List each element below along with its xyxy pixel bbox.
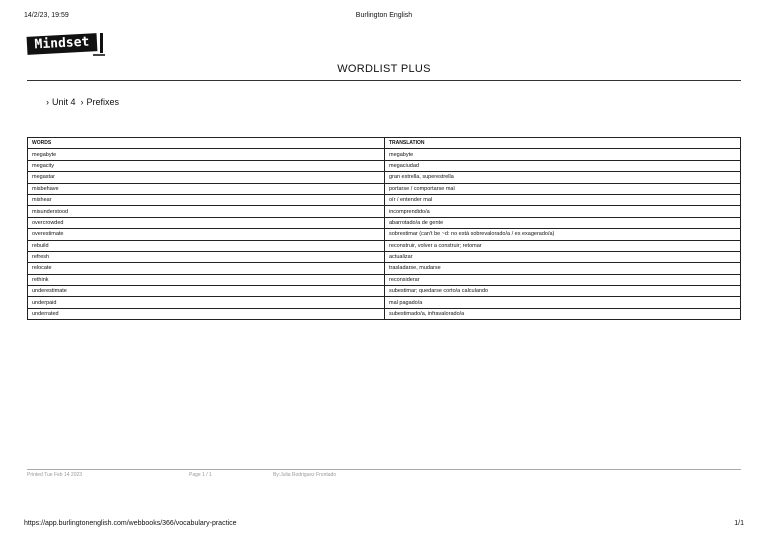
- translation-cell: abarrotado/a de gente: [385, 217, 741, 228]
- word-cell: overcrowded: [28, 217, 385, 228]
- page-count: 1/1: [734, 520, 744, 527]
- table-row: [28, 251, 741, 262]
- translation-cell: oír / entender mal: [385, 194, 741, 205]
- translation-cell: mal pagado/a: [385, 297, 741, 308]
- table-row: [28, 217, 741, 228]
- word-cell: mishear: [28, 194, 385, 205]
- breadcrumb-unit[interactable]: Unit 4: [52, 97, 76, 107]
- word-cell: underpaid: [28, 297, 385, 308]
- table-row: [28, 274, 741, 285]
- translation-cell: portarse / comportarse mal: [385, 183, 741, 194]
- table-row: [28, 206, 741, 217]
- page-indicator: Page 1 / 1: [189, 472, 212, 478]
- breadcrumb: [46, 97, 124, 107]
- table-header-row: [28, 138, 741, 149]
- table-row: [28, 286, 741, 297]
- word-cell: misunderstood: [28, 206, 385, 217]
- column-header-words: WORDS: [28, 138, 385, 149]
- word-cell: underrated: [28, 308, 385, 319]
- table-row: [28, 160, 741, 171]
- printed-date: Printed Tue Feb 14 2023: [27, 472, 83, 478]
- logo-text: Mindset: [27, 33, 98, 55]
- table-row: [28, 149, 741, 160]
- print-datetime: 14/2/23, 19:59: [24, 12, 69, 19]
- page-title: WORDLIST PLUS: [337, 63, 431, 75]
- translation-cell: reconsiderar: [385, 274, 741, 285]
- word-cell: underestimate: [28, 286, 385, 297]
- page-url[interactable]: https://app.burlingtonenglish.com/webbooks/366/vocabulary-practice: [24, 520, 237, 527]
- translation-cell: trasladarse, mudarse: [385, 263, 741, 274]
- table-row: [28, 194, 741, 205]
- table-row: [28, 240, 741, 251]
- word-cell: refresh: [28, 251, 385, 262]
- word-cell: megastar: [28, 172, 385, 183]
- translation-cell: subestimar; quedarse corto/a calculando: [385, 286, 741, 297]
- word-cell: overestimate: [28, 229, 385, 240]
- table-row: [28, 229, 741, 240]
- translation-cell: megabyte: [385, 149, 741, 160]
- table-row: [28, 263, 741, 274]
- translation-cell: gran estrella, superestrella: [385, 172, 741, 183]
- translation-cell: sobrestimar (can't be ~d: no está sobrevalorado/a / es exagerado/a): [385, 229, 741, 240]
- word-cell: rethink: [28, 274, 385, 285]
- column-header-translation: TRANSLATION: [385, 138, 741, 149]
- logo-mark: [100, 33, 103, 53]
- logo-underline: [93, 54, 105, 56]
- word-cell: megacity: [28, 160, 385, 171]
- mindset-logo: [27, 33, 109, 59]
- footer-divider: [27, 469, 741, 470]
- wordlist-table: [27, 137, 741, 320]
- word-cell: relocate: [28, 263, 385, 274]
- table-row: [28, 183, 741, 194]
- word-cell: rebuild: [28, 240, 385, 251]
- word-cell: misbehave: [28, 183, 385, 194]
- title-divider: [27, 80, 741, 81]
- table-row: [28, 172, 741, 183]
- print-site-name: Burlington English: [355, 12, 413, 19]
- translation-cell: megaciudad: [385, 160, 741, 171]
- chevron-right-icon: ›: [46, 97, 49, 107]
- translation-cell: incomprendido/a: [385, 206, 741, 217]
- word-cell: megabyte: [28, 149, 385, 160]
- translation-cell: reconstruir, volver a construir; retomar: [385, 240, 741, 251]
- breadcrumb-topic[interactable]: Prefixes: [86, 97, 120, 107]
- translation-cell: subestimado/a, infravalorado/a: [385, 308, 741, 319]
- translation-cell: actualizar: [385, 251, 741, 262]
- table-row: [28, 297, 741, 308]
- chevron-right-icon: ›: [80, 97, 84, 107]
- author-credit: By:Julia Rodriguez Frontado: [273, 472, 337, 478]
- table-row: [28, 308, 741, 319]
- print-header: [24, 12, 744, 22]
